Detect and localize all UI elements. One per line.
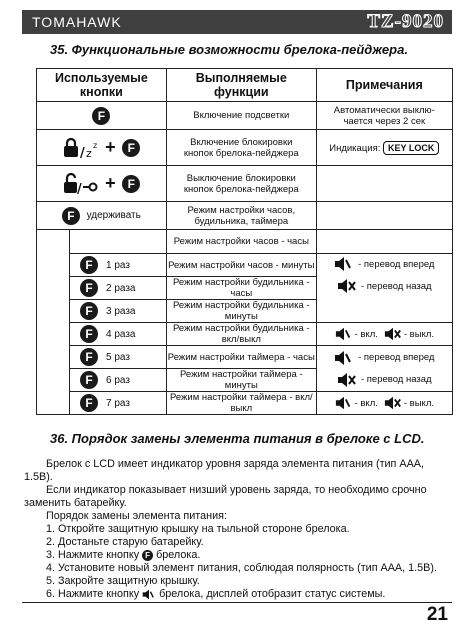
f-button-icon: F <box>122 175 140 193</box>
svg-text:z: z <box>92 140 97 150</box>
press-count: 1 раз <box>105 259 130 271</box>
step-4: 4. Установите новый элемент питания, соблюдая полярность (тип AAA, 1.5В). <box>46 562 437 574</box>
f-button-icon: F <box>92 107 110 125</box>
paragraph-battery-indicator: Брелок с LCD имеет индикатор уровня заряда элемента питания (тип AAA, 1.5В). <box>24 458 425 483</box>
f-button-icon: F <box>62 207 80 225</box>
press-count: 2 раза <box>105 282 136 294</box>
note-cell <box>316 323 452 346</box>
table-row <box>37 102 453 130</box>
button-cell <box>69 323 166 346</box>
note-cell <box>316 392 452 415</box>
press-count: 7 раз <box>105 397 130 409</box>
function-cell: Режим настройки будильника - минуты <box>166 300 316 323</box>
f-button-icon: F <box>80 348 98 366</box>
table-row <box>37 346 453 369</box>
note-backward: - перевод назад <box>360 374 432 385</box>
function-cell: Режим настройки часов - минуты <box>166 254 316 277</box>
function-cell: Режим настройки будильника - вкл/выкл <box>166 323 316 346</box>
function-cell: Режим настройки таймера - часы <box>166 346 316 369</box>
note-cell <box>316 166 452 202</box>
key-lock-badge: KEY LOCK <box>383 141 439 155</box>
svg-text:z: z <box>85 146 92 159</box>
f-button-icon: F <box>80 325 98 343</box>
note-off: - выкл. <box>403 397 434 409</box>
f-button-icon: F <box>80 256 98 274</box>
table-row <box>37 130 453 166</box>
note-cell <box>316 130 452 166</box>
table-row <box>37 202 453 230</box>
button-cell <box>37 102 167 130</box>
f-button-icon: F <box>80 394 98 412</box>
page-header <box>22 10 452 34</box>
model-name: TZ-9020 <box>367 11 444 32</box>
function-cell: Выключение блокировки кнопок брелока-пейджера <box>166 166 316 202</box>
table-row <box>37 166 453 202</box>
brand-name: TOMAHAWK <box>32 14 122 30</box>
svg-text:/: / <box>76 181 82 195</box>
plus-icon: + <box>105 173 116 193</box>
volume-up-icon <box>334 351 354 365</box>
note-on: - вкл. <box>354 397 378 409</box>
volume-down-icon <box>384 396 402 410</box>
button-cell <box>69 392 166 415</box>
step-3 <box>46 549 446 562</box>
lock-zz-icon <box>63 137 99 159</box>
svg-text:/: / <box>79 145 85 159</box>
step-6-suffix: брелока, дисплей отобразит статус системы. <box>159 588 386 600</box>
note-on: - вкл. <box>354 328 378 340</box>
button-cell <box>37 166 167 202</box>
volume-up-icon <box>142 589 156 600</box>
note-backward: - перевод назад <box>360 280 432 292</box>
functions-table <box>36 68 453 415</box>
volume-up-icon <box>334 257 354 271</box>
button-cell <box>69 300 166 323</box>
col-header-functions: Выполняемые функции <box>166 69 316 102</box>
button-cell <box>37 130 167 166</box>
step-2: 2. Достаньте старую батарейку. <box>46 536 204 548</box>
button-cell <box>69 277 166 300</box>
col-header-buttons: Используемые кнопки <box>37 69 167 102</box>
note-cell <box>316 254 452 323</box>
volume-up-icon <box>335 327 353 341</box>
function-cell: Режим настройки часов - часы <box>166 230 316 254</box>
button-cell <box>69 230 166 254</box>
f-button-icon: F <box>80 302 98 320</box>
function-cell: Режим настройки таймера - минуты <box>166 369 316 392</box>
paragraph-procedure: Порядок замены элемента питания: <box>46 510 227 522</box>
section-36-title: 36. Порядок замены элемента питания в брелоке с LCD. <box>50 431 425 446</box>
table-row <box>37 392 453 415</box>
table-row <box>37 254 453 277</box>
unlock-key-icon <box>63 173 99 195</box>
note-cell <box>316 346 452 392</box>
note-cell <box>316 230 452 254</box>
page-number: 21 <box>426 604 448 625</box>
step-5: 5. Закройте защитную крышку. <box>46 575 200 587</box>
f-button-icon: F <box>142 550 153 561</box>
col-header-notes: Примечания <box>316 69 452 102</box>
volume-up-icon <box>335 396 353 410</box>
function-cell: Включение подсветки <box>166 102 316 130</box>
table-header-row <box>37 69 453 102</box>
press-count: 5 раз <box>105 351 130 363</box>
step-3-text: 3. Нажмите кнопку <box>46 549 140 561</box>
f-button-icon: F <box>80 279 98 297</box>
note-forward: - перевод вперед <box>358 258 435 270</box>
press-count: 3 раза <box>105 305 136 317</box>
volume-down-icon <box>384 327 402 341</box>
spacer-cell <box>37 230 70 415</box>
button-cell <box>69 254 166 277</box>
note-cell <box>316 202 452 230</box>
plus-icon: + <box>105 137 116 157</box>
button-cell <box>69 346 166 369</box>
function-cell: Режим настройки будильника - часы <box>166 277 316 300</box>
button-cell <box>69 369 166 392</box>
press-count: 6 раз <box>105 374 130 386</box>
function-cell: Режим настройки часов, будильника, таймера <box>166 202 316 230</box>
table-row <box>37 323 453 346</box>
hold-label: удерживать <box>86 210 141 222</box>
function-cell: Включение блокировки кнопок брелока-пейджера <box>166 130 316 166</box>
table-row <box>37 230 453 254</box>
note-off: - выкл. <box>403 328 434 340</box>
indication-label: Индикация: <box>329 142 381 154</box>
function-cell: Режим настройки таймера - вкл/выкл <box>166 392 316 415</box>
step-6 <box>46 588 446 601</box>
f-button-icon: F <box>80 371 98 389</box>
volume-down-icon <box>337 279 357 293</box>
step-6-text: 6. Нажмите кнопку <box>46 588 140 600</box>
note-forward: - перевод вперед <box>358 352 435 363</box>
step-3-suffix: брелока. <box>156 549 201 561</box>
button-cell <box>37 202 167 230</box>
press-count: 4 раза <box>105 328 136 340</box>
f-button-icon: F <box>122 139 140 157</box>
section-35-title: 35. Функциональные возможности брелока-пейджера. <box>50 42 408 57</box>
paragraph-replace-warning: Если индикатор показывает низший уровень заряда, то необходимо срочно заменить батарейку. <box>24 484 427 509</box>
volume-down-icon <box>337 373 357 387</box>
footer-divider <box>22 602 452 603</box>
note-cell: Автоматически выклю-чается через 2 сек <box>316 102 452 130</box>
step-1: 1. Откройте защитную крышку на тыльной стороне брелока. <box>46 523 350 535</box>
